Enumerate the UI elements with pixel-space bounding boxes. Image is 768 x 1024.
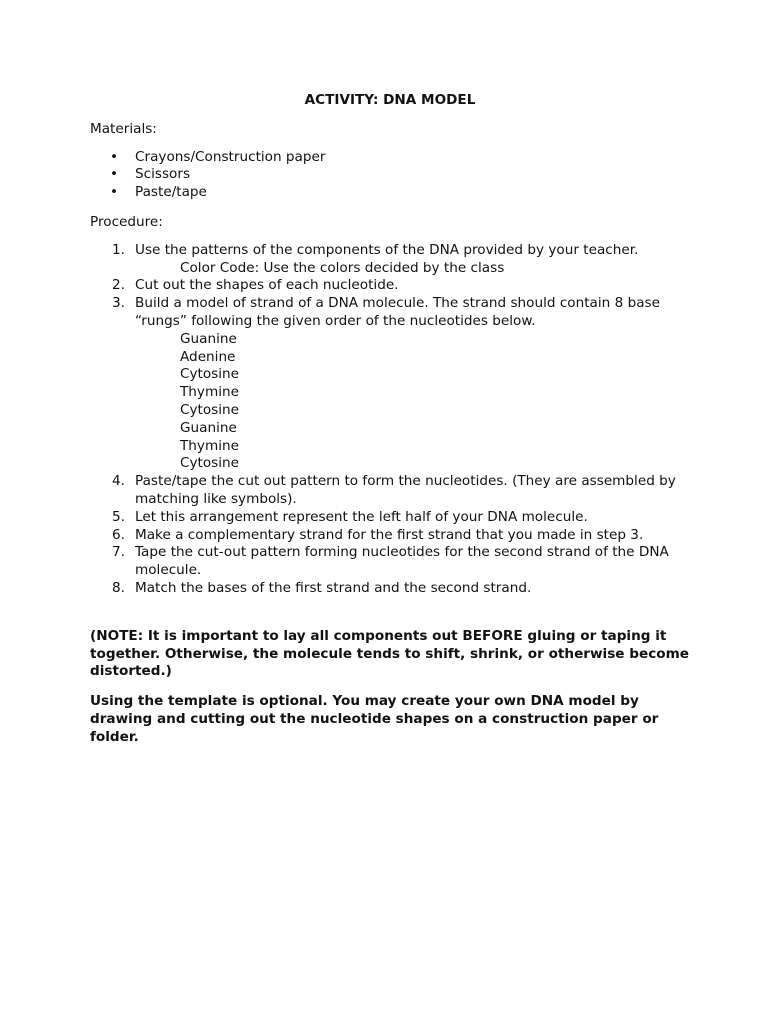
template-note: Using the template is optional. You may create your own DNA model by drawing and cutting out the nucleotide shapes on a construction paper or folder.	[90, 693, 659, 745]
step-number: 2.	[112, 277, 125, 294]
list-item	[90, 149, 690, 167]
materials-label: Materials:	[90, 120, 157, 137]
nucleotide-item: Cytosine	[180, 366, 240, 383]
nucleotide-item: Thymine	[180, 384, 239, 401]
step-2	[90, 277, 690, 295]
step-6	[90, 527, 690, 545]
step-text: Cut out the shapes of each nucleotide.	[135, 277, 399, 294]
materials-list	[90, 149, 690, 202]
document-page	[90, 92, 690, 759]
step-number: 5.	[112, 508, 125, 525]
step-text: Tape the cut-out pattern forming nucleotides for the second strand of the DNA molecule.	[135, 544, 669, 579]
bullet-icon: •	[110, 184, 119, 201]
step-3	[90, 295, 690, 473]
step-text: Let this arrangement represent the left half of your DNA molecule.	[135, 508, 588, 525]
bullet-icon: •	[110, 148, 119, 165]
nucleotide-item: Guanine	[180, 419, 237, 436]
nucleotide-item: Adenine	[180, 348, 236, 365]
step-text: Use the patterns of the components of the DNA provided by your teacher.	[135, 241, 639, 258]
list-item	[90, 184, 690, 202]
material-scissors: Scissors	[135, 166, 191, 183]
step-text: Paste/tape the cut out pattern to form the nucleotides. (They are assembled by matching like symbols).	[135, 473, 676, 507]
step-text: Match the bases of the first strand and the second strand.	[135, 579, 532, 596]
notes-section	[90, 628, 690, 747]
important-note: (NOTE: It is important to lay all components out BEFORE gluing or taping it together. Otherwise, the molecule tends to shift, shrink, or otherwise become distorted.)	[90, 627, 689, 680]
step-number: 4.	[112, 473, 125, 490]
material-crayons: Crayons/Construction paper	[135, 148, 326, 165]
step-number: 6.	[112, 526, 125, 543]
step-7	[90, 544, 690, 580]
procedure-label: Procedure:	[90, 213, 163, 230]
page-title: ACTIVITY: DNA MODEL	[304, 92, 476, 108]
step-number: 7.	[112, 544, 125, 561]
step-text: Make a complementary strand for the first strand that you made in step 3.	[135, 526, 644, 543]
list-item	[90, 166, 690, 184]
step-text: Build a model of strand of a DNA molecule. The strand should contain 8 base “rungs” following the given order of the nucleotides below.	[135, 295, 660, 329]
procedure-list	[90, 242, 690, 598]
nucleotide-item: Cytosine	[180, 401, 240, 418]
material-paste: Paste/tape	[135, 184, 207, 201]
nucleotide-item: Guanine	[180, 330, 237, 347]
step-8	[90, 580, 690, 598]
step-1	[90, 242, 690, 278]
nucleotide-item: Thymine	[180, 437, 239, 454]
step-5	[90, 509, 690, 527]
bullet-icon: •	[110, 166, 119, 183]
step-number: 1.	[112, 241, 125, 258]
step-4	[90, 473, 690, 509]
step-number: 8.	[112, 579, 125, 596]
nucleotide-item: Cytosine	[180, 455, 240, 472]
step-number: 3.	[112, 295, 125, 312]
color-code-note: Color Code: Use the colors decided by the class	[180, 259, 505, 276]
